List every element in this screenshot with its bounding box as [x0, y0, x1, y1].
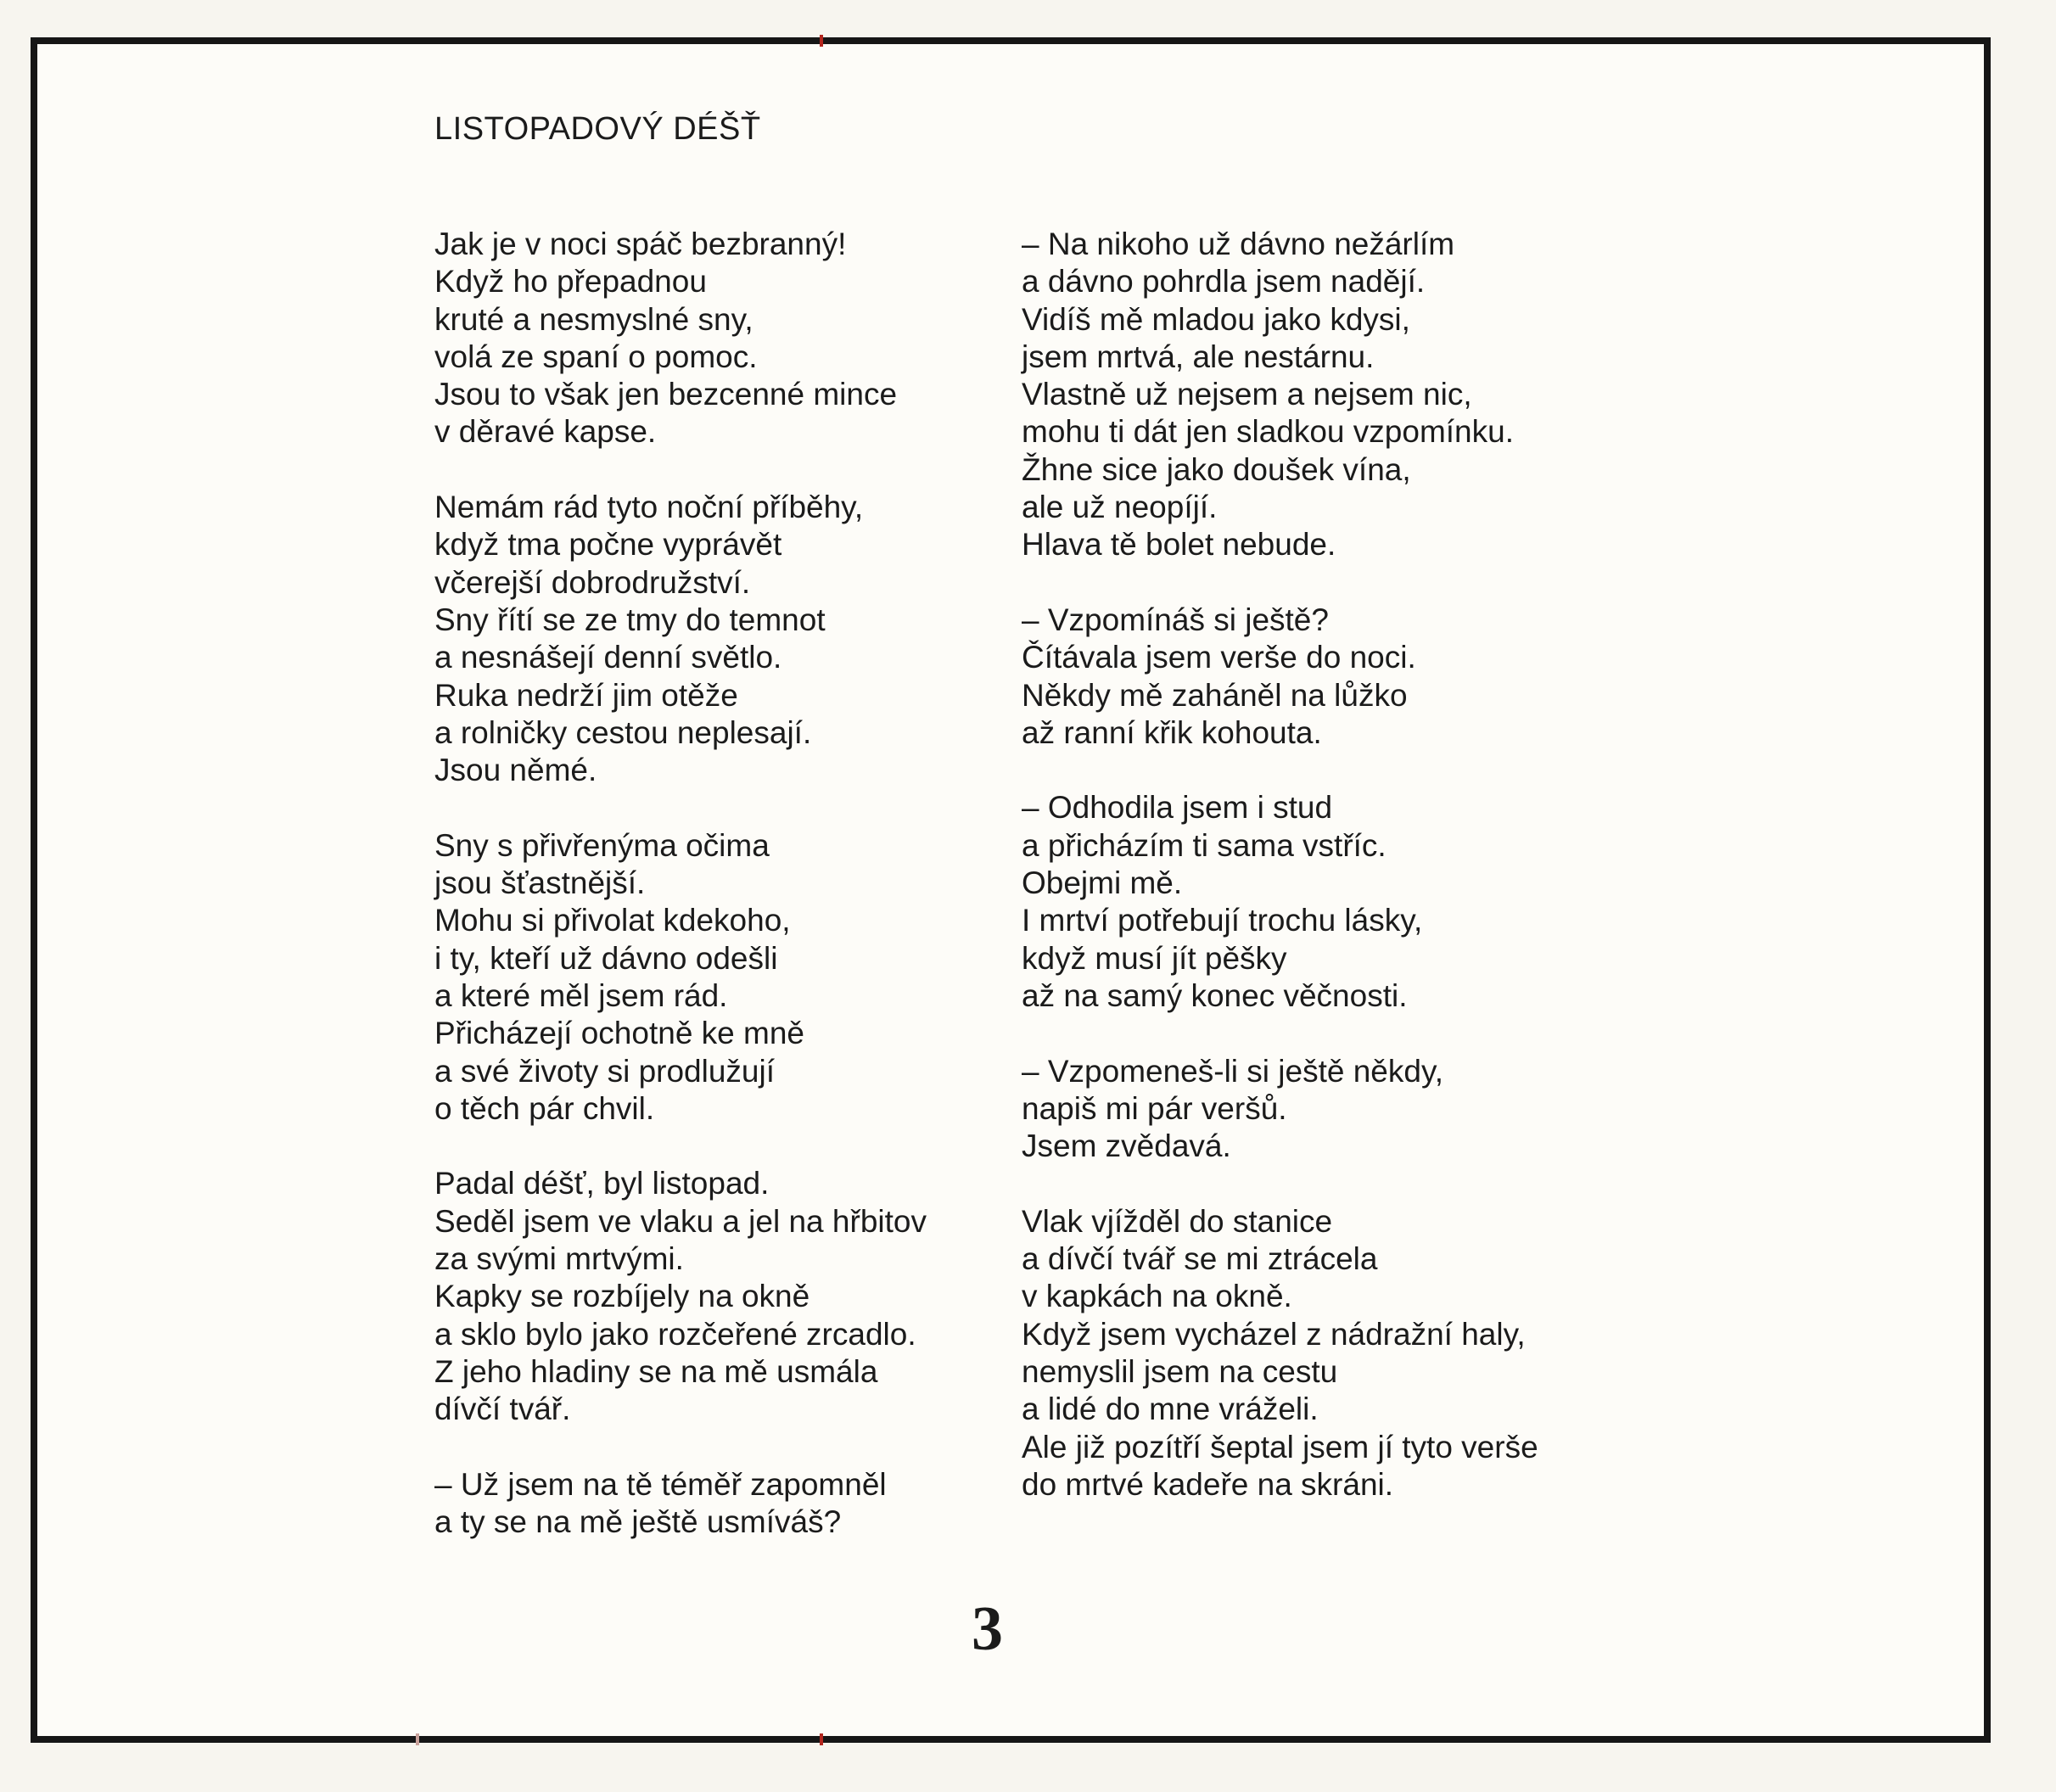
poem-line: Padal déšť, byl listopad. [434, 1166, 770, 1201]
poem-line: – Odhodila jsem i stud [1022, 790, 1333, 826]
poem-line: včerejší dobrodružství. [434, 564, 751, 600]
poem-line: Sny s přivřenýma očima [434, 827, 770, 863]
poem-line: I mrtví potřebují trochu lásky, [1022, 903, 1423, 938]
poem-line: a své životy si prodlužují [434, 1053, 776, 1089]
stanza [1022, 1053, 1538, 1166]
poem-line: Vidíš mě mladou jako kdysi, [1022, 301, 1410, 337]
poem-line: i ty, kteří už dávno odešli [434, 940, 778, 976]
poem-column-right [1022, 226, 1538, 1541]
poem-column-left [434, 226, 927, 1579]
poem-line: až na samý konec věčnosti. [1022, 977, 1408, 1013]
poem-title: LISTOPADOVÝ DÉŠŤ [434, 111, 761, 147]
poem-line: – Na nikoho už dávno nežárlím [1022, 227, 1455, 261]
poem-line: když musí jít pěšky [1022, 940, 1287, 976]
poem-line: Někdy mě zaháněl na lůžko [1022, 677, 1408, 713]
poem-line: a dívčí tvář se mi ztrácela [1022, 1241, 1378, 1277]
poem-line: v kapkách na okně. [1022, 1279, 1292, 1314]
poem-line: Přicházejí ochotně ke mně [434, 1016, 805, 1051]
page-number: 3 [972, 1594, 1003, 1664]
poem-line: a nesnášejí denní světlo. [434, 640, 782, 675]
poem-line: napiš mi pár veršů. [1022, 1090, 1287, 1126]
poem-line: Když ho přepadnou [434, 264, 707, 300]
poem-line: a rolničky cestou neplesají. [434, 714, 812, 750]
registration-mark-bottom-left [416, 1733, 419, 1745]
poem-line: Jak je v noci spáč bezbranný! [434, 227, 847, 261]
poem-line: Jsem zvědavá. [1022, 1128, 1231, 1164]
poem-line: a ty se na mě ještě usmíváš? [434, 1504, 842, 1540]
poem-line: nemyslil jsem na cestu [1022, 1353, 1338, 1389]
poem-line: a které měl jsem rád. [434, 977, 728, 1013]
poem-line: jsem mrtvá, ale nestárnu. [1022, 339, 1375, 374]
stanza [1022, 789, 1538, 1015]
poem-line: Vlak vjížděl do stanice [1022, 1203, 1333, 1239]
poem-line: když tma počne vyprávět [434, 527, 782, 563]
poem-line: a přicházím ti sama vstříc. [1022, 827, 1387, 863]
poem-line: Žhne sice jako doušek vína, [1022, 451, 1411, 487]
stanza [434, 1466, 927, 1542]
poem-line: Kapky se rozbíjely na okně [434, 1279, 810, 1314]
poem-line: Vlastně už nejsem a nejsem nic, [1022, 377, 1472, 412]
poem-line: Jsou to však jen bezcenné mince [434, 377, 898, 412]
poem-line: mohu ti dát jen sladkou vzpomínku. [1022, 414, 1514, 450]
poem-line: – Už jsem na tě téměř zapomněl [434, 1466, 887, 1502]
poem-line: jsou šťastnější. [434, 865, 646, 901]
stanza [1022, 226, 1538, 564]
poem-line: a sklo bylo jako rozčeřené zrcadlo. [434, 1316, 916, 1352]
poem-line: v děravé kapse. [434, 414, 657, 450]
poem-line: – Vzpomínáš si ještě? [1022, 602, 1329, 637]
stanza [434, 489, 927, 789]
poem-line: o těch pár chvil. [434, 1090, 655, 1126]
stanza [1022, 602, 1538, 752]
poem-line: volá ze spaní o pomoc. [434, 339, 758, 374]
poem-line: kruté a nesmyslné sny, [434, 301, 753, 337]
stanza [434, 827, 927, 1128]
registration-mark-top [820, 35, 823, 47]
poem-line: Ruka nedrží jim otěže [434, 677, 738, 713]
poem-line: Sny řítí se ze tmy do temnot [434, 602, 826, 637]
poem-line: Nemám rád tyto noční příběhy, [434, 490, 864, 525]
poem-line: Ale již pozítří šeptal jsem jí tyto verše [1022, 1429, 1538, 1464]
poem-line: za svými mrtvými. [434, 1241, 684, 1277]
poem-line: Hlava tě bolet nebude. [1022, 527, 1336, 563]
poem-line: Čítávala jsem verše do noci. [1022, 640, 1416, 675]
poem-line: a dávno pohrdla jsem nadějí. [1022, 264, 1426, 300]
stanza [1022, 1203, 1538, 1504]
poem-line: do mrtvé kadeře na skráni. [1022, 1466, 1394, 1502]
poem-line: Z jeho hladiny se na mě usmála [434, 1353, 878, 1389]
poem-line: až ranní křik kohouta. [1022, 714, 1322, 750]
poem-line: Když jsem vycházel z nádražní haly, [1022, 1316, 1526, 1352]
poem-line: – Vzpomeneš-li si ještě někdy, [1022, 1053, 1443, 1089]
poem-line: Mohu si přivolat kdekoho, [434, 903, 791, 938]
stanza [434, 226, 927, 451]
poem-line: dívčí tvář. [434, 1392, 571, 1427]
poem-line: a lidé do mne vráželi. [1022, 1392, 1319, 1427]
poem-line: Obejmi mě. [1022, 865, 1183, 901]
page-frame [31, 37, 1991, 1743]
stanza [434, 1165, 927, 1428]
poem-line: Seděl jsem ve vlaku a jel na hřbitov [434, 1203, 927, 1239]
poem-line: Jsou němé. [434, 753, 597, 788]
poem-line: ale už neopíjí. [1022, 490, 1218, 525]
registration-mark-bottom [820, 1733, 823, 1745]
